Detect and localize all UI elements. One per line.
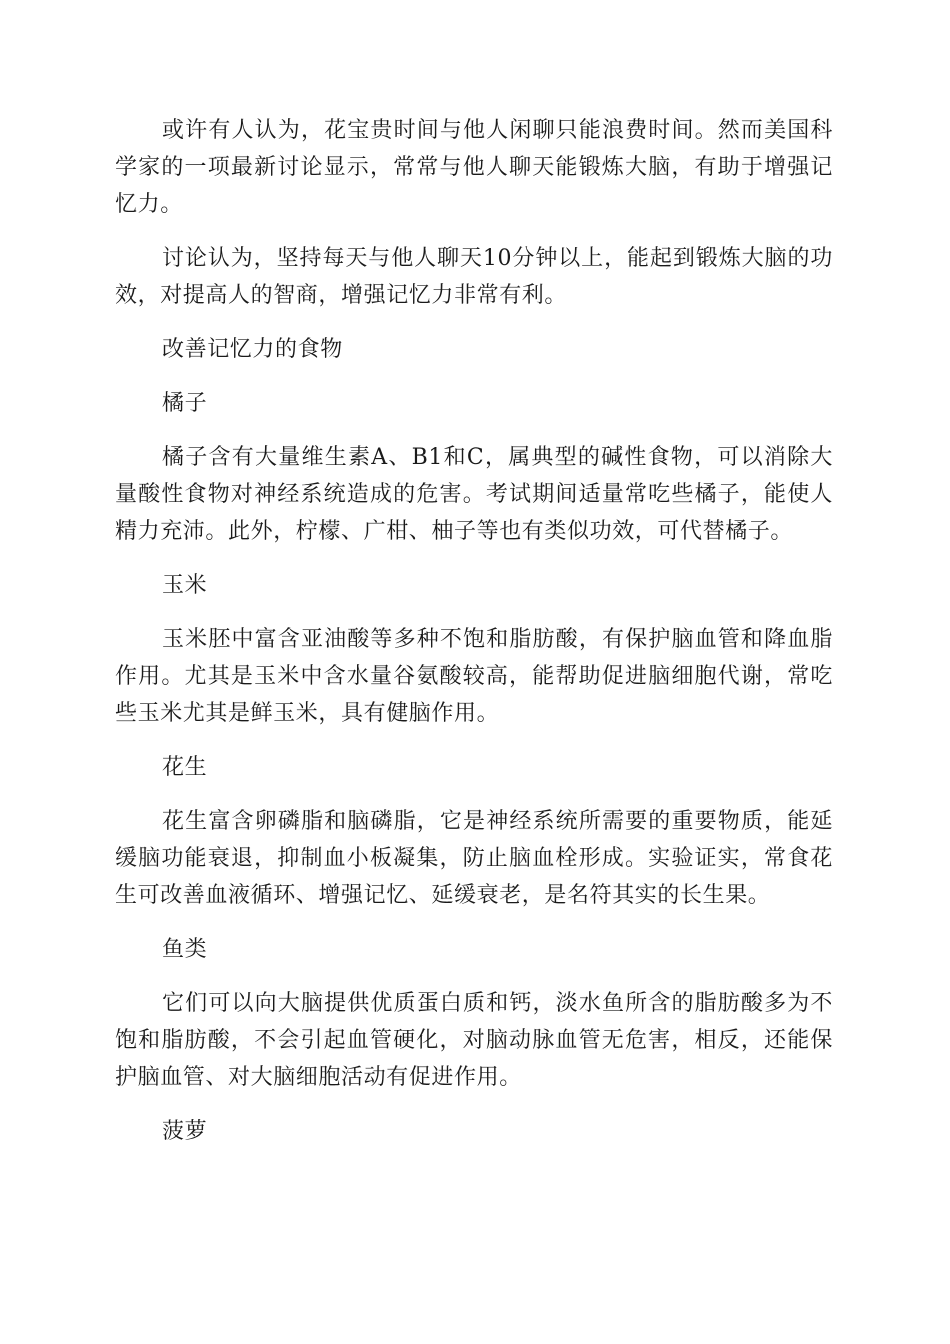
food-heading-corn: 玉米: [162, 573, 208, 598]
study-paragraph: 讨论认为，坚持每天与他人聊天10分钟以上，能起到锻炼大脑的功效，对提高人的智商，增强记忆力非常有利。: [115, 246, 833, 308]
section-heading-foods: 改善记忆力的食物: [162, 337, 343, 362]
food-paragraph-corn: 玉米胚中富含亚油酸等多种不饱和脂肪酸，有保护脑血管和降血脂作用。尤其是玉米中含水量谷氨酸较高，能帮助促进脑细胞代谢，常吃些玉米尤其是鲜玉米，具有健脑作用。: [115, 627, 833, 726]
food-heading-peanut: 花生: [162, 755, 208, 780]
food-heading-pineapple: 菠萝: [162, 1119, 208, 1144]
food-heading-orange: 橘子: [162, 391, 208, 416]
food-paragraph-fish: 它们可以向大脑提供优质蛋白质和钙，淡水鱼所含的脂肪酸多为不饱和脂肪酸，不会引起血管硬化，对脑动脉血管无危害，相反，还能保护脑血管、对大脑细胞活动有促进作用。: [115, 991, 833, 1090]
food-paragraph-peanut: 花生富含卵磷脂和脑磷脂，它是神经系统所需要的重要物质，能延缓脑功能衰退，抑制血小板凝集，防止脑血栓形成。实验证实，常食花生可改善血液循环、增强记忆、延缓衰老，是名符其实的长生果。: [115, 809, 833, 908]
food-heading-fish: 鱼类: [162, 937, 208, 962]
food-paragraph-orange: 橘子含有大量维生素A、B1和C，属典型的碱性食物，可以消除大量酸性食物对神经系统造成的危害。考试期间适量常吃些橘子，能使人精力充沛。此外，柠檬、广柑、柚子等也有类似功效，可代替橘子。: [115, 445, 833, 544]
intro-paragraph: 或许有人认为，花宝贵时间与他人闲聊只能浪费时间。然而美国科学家的一项最新讨论显示，常常与他人聊天能锻炼大脑，有助于增强记忆力。: [115, 118, 833, 217]
document-page: [115, 112, 833, 1167]
